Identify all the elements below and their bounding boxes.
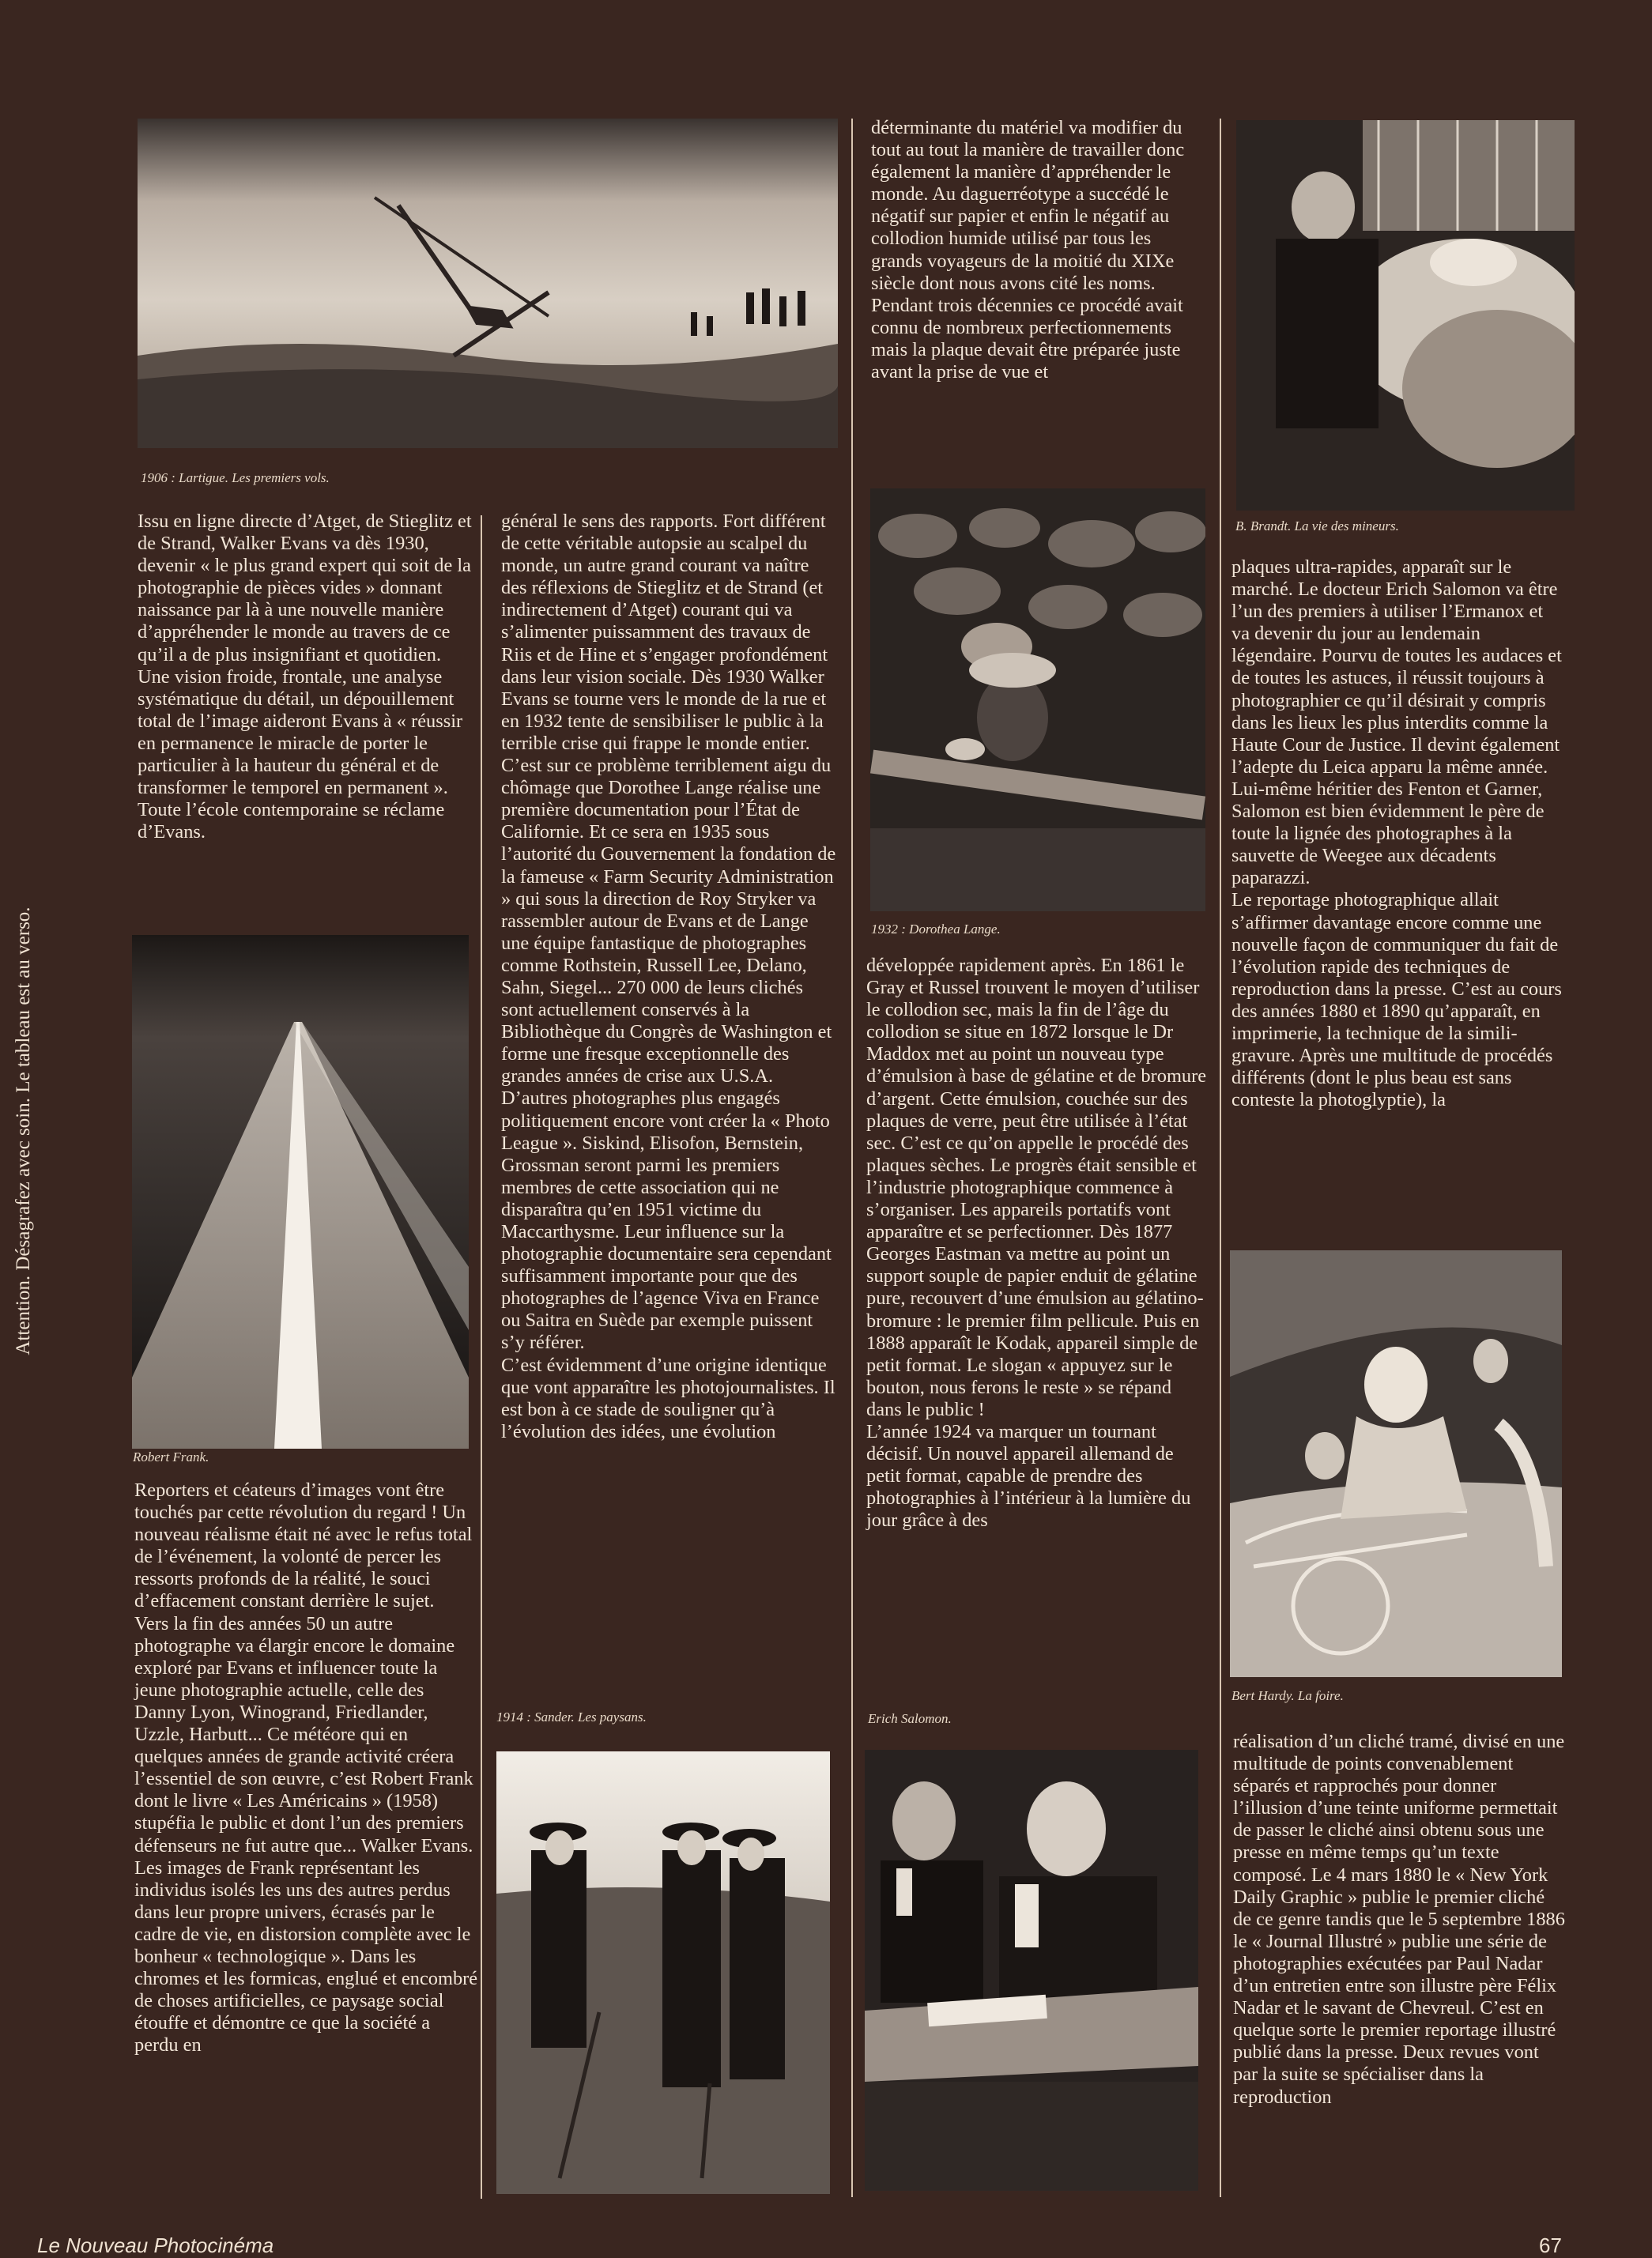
paragraph: L’année 1924 va marquer un tournant décisif. Un nouvel appareil allemand de petit format, capable de prendre des photographies à l’intérieur à la lumière du jour grâce à des xyxy=(866,1420,1191,1532)
caption-brandt: B. Brandt. La vie des mineurs. xyxy=(1235,518,1399,533)
column-rule xyxy=(1220,119,1221,2197)
caption-frank: Robert Frank. xyxy=(133,1449,209,1464)
paragraph: Vers la fin des années 50 un autre photographe va élargir encore le domaine exploré par Evans et influencer toute la jeune photographie actuelle, celle des Danny Lyon, Winogrand, Friedlander, Uzzle, Harbutt... Ce météore qui en quelques années de grande activité créera l’essentiel de son œuvre, c’est Robert Frank dont le livre « Les Américains » (1958) stupéfia le public et dont l’un des premiers défenseurs ne fut autre que... Walker Evans. Les images de Frank représentant les individus isolés les uns des autres perdus dans leur propre univers, écrasés par le cadre de vie, en distorsion complète avec le bonheur « technologique ». Dans les chromes et les formicas, englué et encombré de choses artificielles, ce paysage social étouffe et démontre ce que la société a perdu en xyxy=(134,1612,478,2056)
photo-salomon xyxy=(865,1750,1198,2191)
photo-lartigue-airplane xyxy=(138,119,838,448)
paragraph: déterminante du matériel va modifier du tout au tout la manière de travailler donc également la manière d’appréhender le monde. Au daguerréotype a succédé le négatif sur papier et enfin le négatif au collodion humide utilisé par tous les grands voyageurs de la moitié du XIXe siècle dont nous avons cité les noms. Pendant trois décennies ce procédé avait connu de nombreux perfectionnements mais la plaque devait être préparée juste avant la prise de vue et xyxy=(871,117,1185,383)
paragraph: Issu en ligne directe d’Atget, de Stieglitz et de Strand, Walker Evans va dès 1930, devenir « le plus grand expert qui soit de la photographie de pièces vides » donnant naissance par là à une nouvelle manière d’appréhender le monde au travers de ce qu’il a de plus insignifiant et quotidien. Une vision froide, frontale, une analyse systématique du détail, un dépouillement total de l’image aideront Evans à « réussir en permanence le miracle de porter le particulier à la hauteur du général et de transformer le temporel en permanent ». Toute l’école contemporaine se réclame d’Evans. xyxy=(138,511,472,843)
paragraph: développée rapidement après. En 1861 le Gray et Russel trouvent le moyen d’utiliser le collodion sec, mais la fin de l’âge du collodion se situe en 1872 lorsque le Dr Maddox met au point un nouveau type d’émulsion à base de gélatine et de bromure d’argent. Cette émulsion, couchée sur des plaques de verre, peut être utilisée à l’état sec. C’est ce qu’on appelle le procédé des plaques sèches. Le progrès était sensible et l’industrie photographique commence à s’organiser. Les appareils portatifs vont apparaître et se perfectionner. Dès 1877 Georges Eastman va mettre au point un support souple de papier enduit de gélatine pure, recouvert d’une émulsion au gélatino-bromure : le premier film pellicule. Puis en 1888 apparaît le Kodak, appareil simple de petit format. Le slogan « appuyez sur le bouton, nous ferons le reste » se répand dans le public ! xyxy=(866,955,1207,1420)
magazine-title: Le Nouveau Photocinéma xyxy=(37,2233,274,2257)
article-col1-bottom xyxy=(134,1480,478,2056)
article-col2 xyxy=(501,511,837,1443)
paragraph: Le reportage photographique allait s’affirmer davantage encore comme une nouvelle façon de communiquer du fait de l’évolution rapide des techniques de reproduction dans la presse. C’est au cours des années 1880 et 1890 qu’apparaît, en imprimerie, la technique de la simili-gravure. Après une multitude de procédés différents (dont le plus beau est sans conteste la photoglyptie), la xyxy=(1231,889,1562,1111)
photo-lange-crowd xyxy=(870,488,1205,911)
caption-lange: 1932 : Dorothea Lange. xyxy=(871,922,1001,937)
photo-brandt-miners xyxy=(1236,120,1575,511)
article-col3-mid xyxy=(866,955,1211,1532)
paragraph: C’est sur ce problème terriblement aigu du chômage que Dorothee Lange réalise une première documentation pour l’État de Californie. Et ce sera en 1935 sous l’autorité du Gouvernement la fondation de la fameuse « Farm Security Administration » qui sous la direction de Roy Stryker va rassembler autour de Evans et de Lange une équipe fantastique de photographes comme Rothstein, Russell Lee, Delano, Sahn, Siegel... 270 000 de leurs clichés sont actuellement conservés à la Bibliothèque du Congrès de Washington et forme une fresque exceptionnelle des grandes années de crise aux U.S.A. xyxy=(501,755,836,1088)
column-rule xyxy=(481,515,482,2199)
photo-hardy-fair xyxy=(1230,1250,1562,1677)
paragraph: D’autres photographes plus engagés politiquement encore vont créer la « Photo League ». Siskind, Elisofon, Bernstein, Grossman seront parmi les premiers membres de cette association qui ne disparaîtra qu’en 1951 victime du Maccarthysme. Leur influence sur la photographie documentaire sera cependant suffisamment importante pour que des photographes de l’agence Viva en France ou Saitra en Suède par exemple puissent s’y référer. xyxy=(501,1088,832,1354)
paragraph: plaques ultra-rapides, apparaît sur le marché. Le docteur Erich Salomon va être l’un des premiers à utiliser l’Ermanox et va devenir du jour au lendemain légendaire. Pourvu de toutes les audaces et de toutes les astuces, il réussit toujours à photographier ce qu’il désirait y compris dans les lieux les plus interdits comme la Haute Cour de Justice. Il devint également l’adepte du Leica apparu la même année. Lui-même héritier des Fenton et Garner, Salomon est bien évidemment le père de toute la lignée des photographes à la sauvette de Weegee aux décadents paparazzi. xyxy=(1231,556,1562,889)
column-rule xyxy=(851,119,853,2197)
article-col1-top xyxy=(138,511,473,843)
paragraph: général le sens des rapports. Fort différent de cette véritable autopsie au scalpel du monde, un autre grand courant va naître des réflexions de Stieglitz et de Strand (et indirectement d’Atget) courant qui va s’alimenter puissamment des travaux de Riis et de Hine et s’engager profondément dans leur vision sociale. Dès 1930 Walker Evans se tourne vers le monde de la rue et en 1932 tente de sensibiliser le public à la terrible crise qui frappe le monde entier. xyxy=(501,511,828,754)
side-note: Attention. Désagrafez avec soin. Le tableau est au verso. xyxy=(13,907,34,1355)
photo-frank-road xyxy=(132,935,469,1449)
paragraph: Reporters et céateurs d’images vont être touchés par cette révolution du regard ! Un nouveau réalisme était né avec le refus total de l’événement, la volonté de percer les ressorts profonds de la réalité, le souci d’effacement constant derrière le sujet. xyxy=(134,1480,473,1612)
caption-lartigue: 1906 : Lartigue. Les premiers vols. xyxy=(141,470,330,485)
photo-sander-peasants xyxy=(496,1751,830,2194)
article-col4-upper xyxy=(1231,556,1563,1111)
page-number: 67 xyxy=(1539,2233,1562,2257)
caption-salomon: Erich Salomon. xyxy=(868,1711,952,1726)
article-col4-lower xyxy=(1233,1731,1565,2109)
paragraph: C’est évidemment d’une origine identique que vont apparaître les photojournalistes. Il est bon à ce stade de souligner qu’à l’évolution des idées, une évolution xyxy=(501,1354,835,1442)
article-col3-top xyxy=(871,117,1207,383)
paragraph: réalisation d’un cliché tramé, divisé en une multitude de points convenablement séparés et rapprochés pour donner l’illusion d’une teinte uniforme permettait de passer le cliché ainsi obtenu sous une presse en même temps qu’un texte composé. Le 4 mars 1880 le « New York Daily Graphic » publie le premier cliché de ce genre tandis que le 5 septembre 1886 le « Journal Illustré » publie une série de photographies exécutées par Paul Nadar d’un entretien entre son illustre père Félix Nadar et le savant de Chevreul. C’est en quelque sorte le premier reportage illustré publié dans la presse. Deux revues vont par la suite se spécialiser dans la reproduction xyxy=(1233,1731,1565,2108)
caption-sander: 1914 : Sander. Les paysans. xyxy=(496,1710,647,1725)
caption-hardy: Bert Hardy. La foire. xyxy=(1231,1688,1344,1703)
